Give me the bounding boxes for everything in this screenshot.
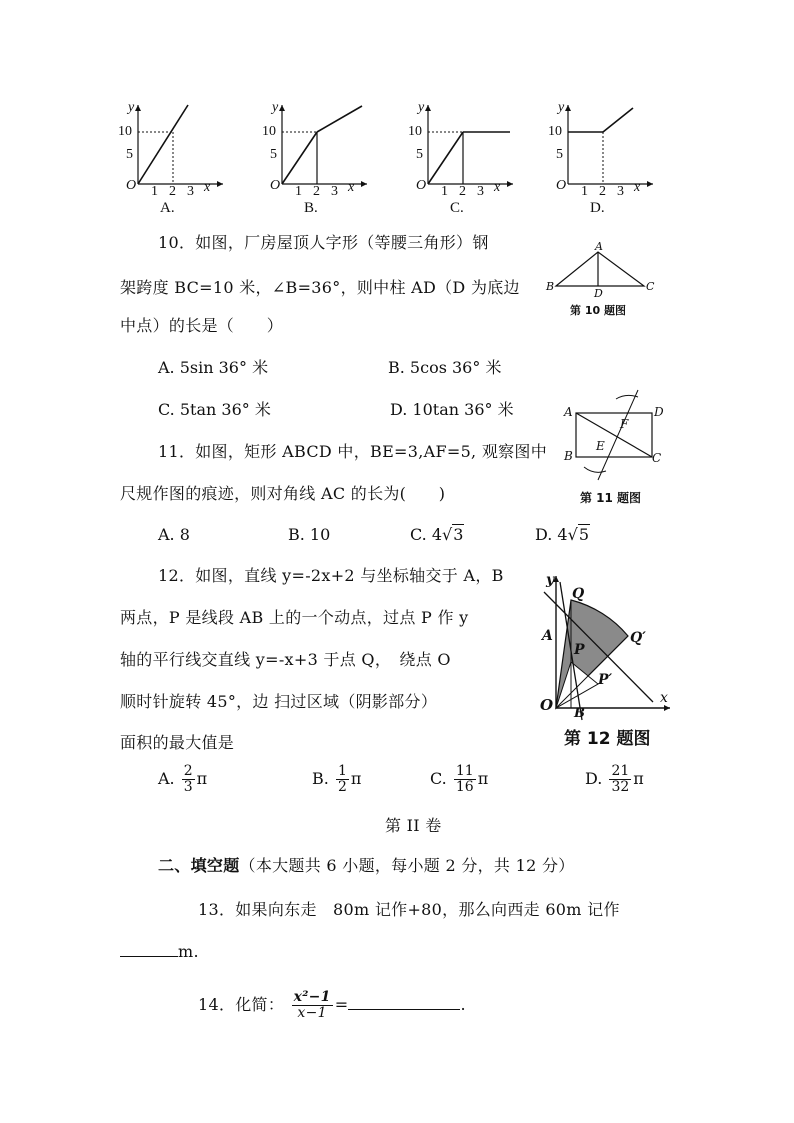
q11-text-line2: 尺规作图的痕迹，则对角线 AC 的长为( ) (120, 484, 446, 503)
section-heading-note: （本大题共 6 小题，每小题 2 分，共 12 分） (239, 856, 575, 875)
q12-option-c-den: 16 (455, 779, 474, 795)
q12-option-a-fraction (182, 764, 195, 795)
q10-label-c: C (646, 280, 655, 293)
q12-label-a: A (542, 628, 553, 644)
q11-option-d-prefix: D. 4 (535, 525, 568, 544)
q12-option-b-num: 1 (337, 763, 347, 779)
q11-text-line1: 11．如图，矩形 ABCD 中，BE=3,AF=5, 观察图中 (158, 442, 548, 461)
q12-option-c-num: 11 (455, 763, 474, 779)
q12-option-c-suffix: π (477, 769, 489, 788)
q12-option-c-fraction (454, 764, 476, 795)
q12-text-line2: 两点，P 是线段 AB 上的一个动点，过点 P 作 y (120, 608, 469, 627)
q12-rotation-diagram (538, 572, 678, 722)
graph-b-y-label: y (272, 100, 279, 115)
q12-option-b-prefix: B. (312, 769, 329, 788)
graph-b-tick-10: 10 (262, 124, 276, 139)
graph-a-origin: O (126, 178, 137, 193)
graph-d-tick-10: 10 (548, 124, 562, 139)
q12-option-d-suffix: π (633, 769, 644, 788)
graph-a-y-label: y (128, 100, 135, 115)
q12-label-b: B (574, 706, 585, 721)
q10-caption: 第 10 题图 (570, 304, 626, 317)
graph-a-tick-5: 5 (126, 147, 133, 162)
q11-option-b: B. 10 (288, 525, 331, 544)
q12-label-y: y (546, 572, 555, 588)
q13-unit: m. (178, 942, 199, 961)
q12-option-a-den: 3 (183, 779, 193, 795)
graph-d (548, 100, 658, 225)
q10-text-line3: 中点）的长是（ ） (120, 316, 284, 335)
q11-label-c: C (652, 451, 662, 465)
q12-text-line4: 顺时针旋转 45°，边 扫过区域（阴影部分） (120, 692, 438, 711)
q12-label-p: P (574, 642, 585, 658)
q10-text-line1: 10．如图，厂房屋顶人字形（等腰三角形）钢 (158, 233, 489, 252)
q11-rectangle-diagram (560, 385, 670, 485)
q10-figure (542, 240, 662, 320)
graph-d-option-label: D. (590, 200, 605, 216)
q12-label-o: O (540, 696, 554, 714)
q12-option-b-den: 2 (337, 779, 347, 795)
q12-option-a-prefix: A. (158, 769, 175, 788)
graph-a-xtick-1: 1 (151, 184, 158, 199)
graph-b-x-label: x (348, 180, 355, 195)
q14-answer-blank[interactable] (348, 995, 460, 1010)
graph-c (408, 100, 518, 225)
graph-d-tick-5: 5 (556, 147, 563, 162)
q11-label-d: D (654, 405, 664, 419)
q11-label-f: F (620, 417, 629, 431)
q14-prefix: 14．化简： (198, 995, 285, 1014)
q12-option-d-num: 21 (611, 763, 630, 779)
q12-option-d-prefix: D. (585, 769, 603, 788)
q10-label-d: D (594, 287, 603, 300)
q11-option-c-prefix: C. 4 (410, 525, 443, 544)
q12-text-line3: 轴的平行线交直线 y=-x+3 于点 Q， 绕点 O (120, 650, 451, 669)
q13-text-line1: 13．如果向东走 80m 记作+80，那么向西走 60m 记作 (198, 900, 620, 919)
q14-period: . (460, 995, 466, 1014)
graph-d-xtick-2: 2 (599, 184, 606, 199)
q10-label-b: B (546, 280, 555, 293)
graph-c-y-label: y (418, 100, 425, 115)
q12-label-q-prime: Q′ (630, 630, 646, 646)
q10-label-a: A (595, 240, 603, 253)
graph-a-xtick-2: 2 (169, 184, 176, 199)
q14-denominator: x−1 (297, 1005, 327, 1021)
graph-a (118, 100, 228, 225)
graph-d-x-label: x (634, 180, 641, 195)
q12-label-p-prime: P′ (598, 672, 613, 688)
q10-option-d: D. 10tan 36° 米 (390, 400, 514, 419)
q10-text-line2: 架跨度 BC=10 米，∠B=36°，则中柱 AD（D 为底边 (120, 278, 520, 297)
q12-option-a (158, 764, 207, 795)
graph-c-option-label: C. (450, 200, 464, 216)
q14-line (198, 990, 466, 1021)
graph-a-tick-10: 10 (118, 124, 132, 139)
graph-b-xtick-3: 3 (331, 184, 338, 199)
q12-option-c (430, 764, 488, 795)
q12-label-x: x (660, 690, 668, 706)
q12-option-d (585, 764, 644, 795)
q12-option-c-prefix: C. (430, 769, 447, 788)
q14-numerator: x²−1 (293, 989, 331, 1005)
q12-text-line5: 面积的最大值是 (120, 733, 235, 752)
graph-d-xtick-1: 1 (581, 184, 588, 199)
q10-option-a: A. 5sin 36° 米 (158, 358, 269, 377)
graph-c-origin: O (416, 178, 427, 193)
graph-c-tick-10: 10 (408, 124, 422, 139)
q12-option-d-den: 32 (611, 779, 630, 795)
graph-a-option-label: A. (160, 200, 175, 216)
q11-option-d (535, 525, 590, 545)
q14-equals: = (334, 995, 349, 1014)
q10-option-c: C. 5tan 36° 米 (158, 400, 271, 419)
q11-label-e: E (596, 439, 605, 453)
q12-option-b (312, 764, 361, 795)
graph-c-xtick-3: 3 (477, 184, 484, 199)
q11-option-c (410, 525, 464, 545)
section-heading (158, 856, 575, 876)
q12-option-d-fraction (609, 764, 631, 795)
q11-option-d-radicand: 5 (578, 525, 589, 544)
q12-label-q: Q (572, 586, 585, 602)
q12-text-line1: 12．如图，直线 y=-2x+2 与坐标轴交于 A，B (158, 566, 504, 585)
graph-d-origin: O (556, 178, 567, 193)
q12-option-b-suffix: π (350, 769, 362, 788)
q14-fraction (292, 990, 333, 1021)
section-heading-title: 二、填空题 (158, 856, 240, 875)
graph-c-tick-5: 5 (416, 147, 423, 162)
graph-b (262, 100, 372, 225)
volume-title: 第 II 卷 (385, 816, 442, 835)
sqrt-sign: √3 (442, 525, 464, 544)
q13-text-line2 (120, 942, 199, 962)
q11-option-a: A. 8 (158, 525, 190, 544)
q13-answer-blank[interactable] (120, 942, 178, 957)
graph-c-x-label: x (494, 180, 501, 195)
q12-caption: 第 12 题图 (564, 729, 651, 749)
graph-a-x-label: x (204, 180, 211, 195)
graph-c-xtick-1: 1 (441, 184, 448, 199)
q12-figure (538, 572, 678, 752)
graph-d-xtick-3: 3 (617, 184, 624, 199)
graph-b-origin: O (270, 178, 281, 193)
sqrt-sign: √5 (567, 525, 589, 544)
q11-label-a: A (564, 405, 573, 419)
q12-option-a-num: 2 (183, 763, 193, 779)
graph-d-y-label: y (558, 100, 565, 115)
q11-label-b: B (564, 449, 573, 463)
graph-b-tick-5: 5 (270, 147, 277, 162)
q12-option-a-suffix: π (196, 769, 208, 788)
q12-option-b-fraction (336, 764, 349, 795)
graph-b-option-label: B. (304, 200, 318, 216)
graph-b-xtick-2: 2 (313, 184, 320, 199)
q11-option-c-radicand: 3 (453, 525, 464, 544)
graph-a-xtick-3: 3 (187, 184, 194, 199)
q11-figure (560, 385, 670, 510)
graph-c-xtick-2: 2 (459, 184, 466, 199)
graph-b-xtick-1: 1 (295, 184, 302, 199)
q11-caption: 第 11 题图 (580, 491, 642, 505)
q10-option-b: B. 5cos 36° 米 (388, 358, 502, 377)
